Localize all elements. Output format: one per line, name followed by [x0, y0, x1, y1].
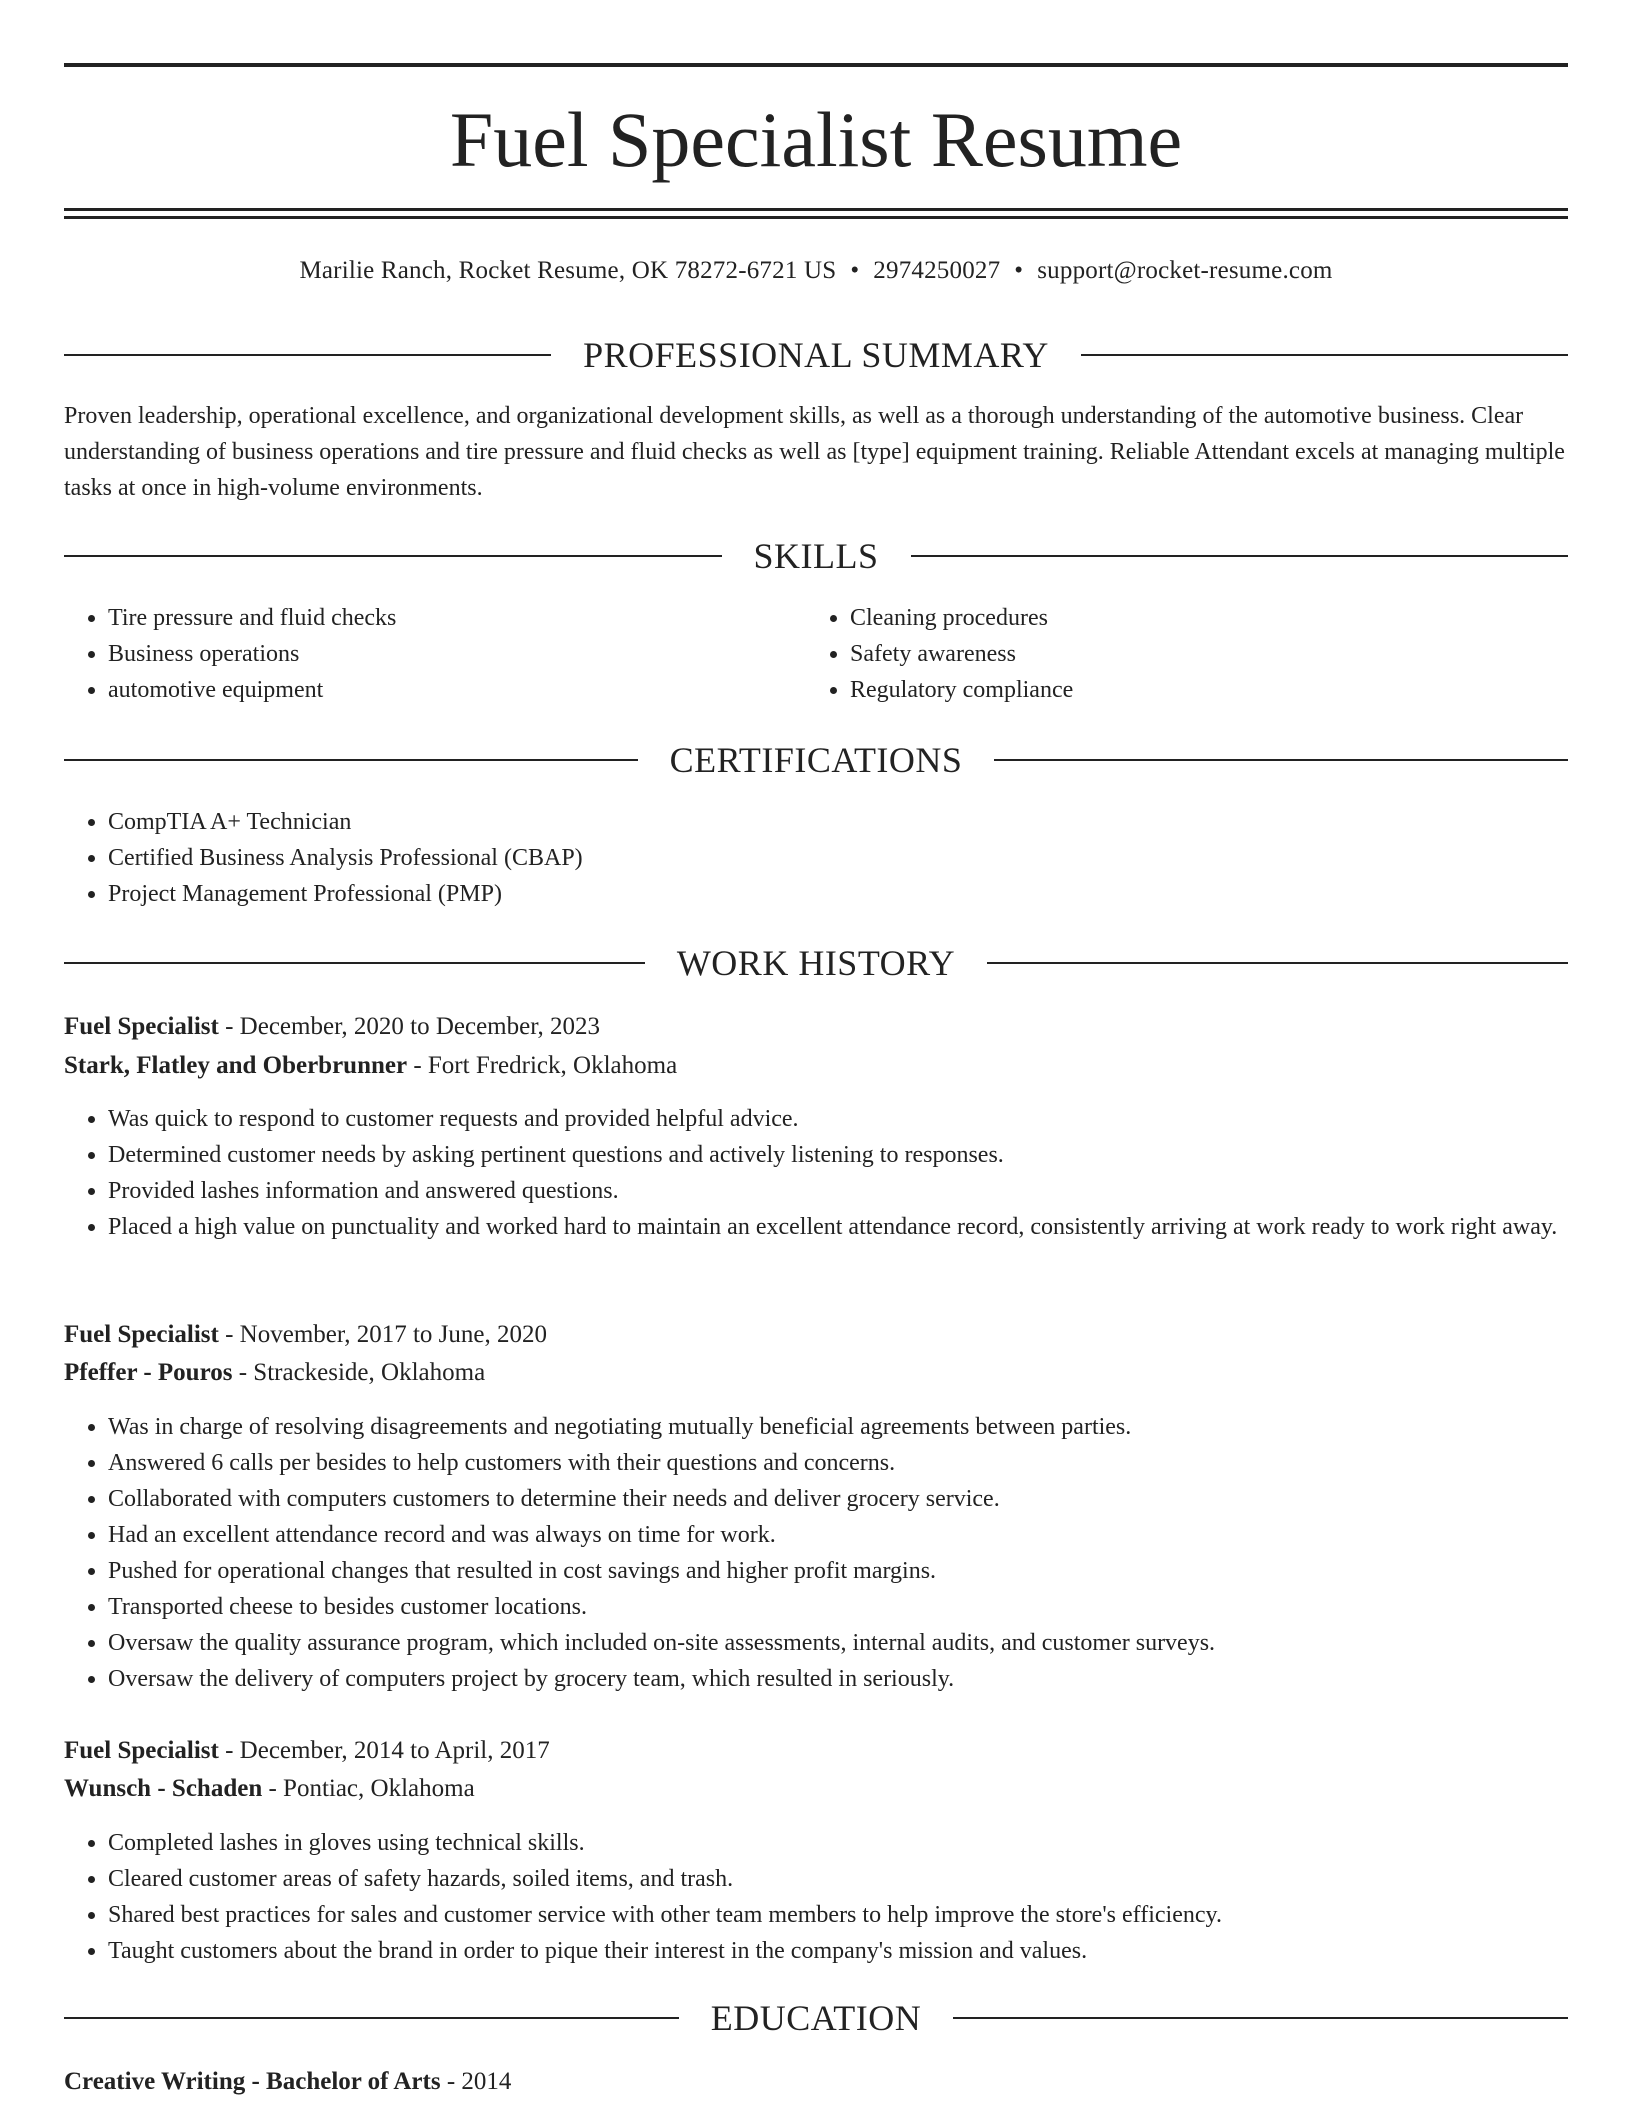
job-bullet: • Oversaw the delivery of computers project by grocery team, which resulted in seriously.	[108, 1661, 1568, 1697]
skill-item: • Tire pressure and fluid checks	[108, 600, 808, 636]
job-dates: - December, 2020 to December, 2023	[218, 1013, 601, 1040]
job-dates: - December, 2014 to April, 2017	[218, 1737, 550, 1764]
skill-item: • Business operations	[108, 636, 808, 672]
resume-title: Fuel Specialist Resume	[449, 96, 1183, 183]
heading-rule	[987, 962, 1568, 964]
contact-phone: 2974250027	[873, 257, 1001, 284]
job-company-line	[64, 1047, 677, 1085]
job-company-line	[64, 1770, 475, 1808]
certifications-list	[64, 804, 1568, 912]
section-heading-education	[64, 1996, 1568, 2040]
contact-email: support@rocket-resume.com	[1037, 257, 1333, 284]
job-company: Wunsch - Schaden	[64, 1775, 263, 1802]
job-bullet: • Oversaw the quality assurance program, which included on-site assessments, internal audits, and customer surveys.	[108, 1625, 1568, 1661]
heading-rule	[64, 962, 645, 964]
job-bullet: • Transported cheese to besides customer locations.	[108, 1589, 1568, 1625]
job-title-line	[64, 1008, 600, 1046]
contact-separator: •	[1014, 257, 1024, 284]
heading-rule	[994, 759, 1568, 761]
job-bullet: • Placed a high value on punctuality and worked hard to maintain an excellent attendance record, consistently arriving at work ready to work right away.	[108, 1209, 1568, 1245]
section-heading-certifications	[64, 738, 1568, 782]
job-bullets	[64, 1409, 1568, 1697]
skills-list-left	[64, 600, 808, 708]
certification-item: • CompTIA A+ Technician	[108, 804, 1568, 840]
section-title: PROFESSIONAL SUMMARY	[583, 335, 1049, 375]
heading-rule	[953, 2017, 1568, 2019]
title-rule-lower	[64, 216, 1568, 219]
job-bullet: • Was in charge of resolving disagreements and negotiating mutually beneficial agreements between parties.	[108, 1409, 1568, 1445]
job-bullet: • Completed lashes in gloves using technical skills.	[108, 1825, 1568, 1861]
job-bullet: • Shared best practices for sales and customer service with other team members to help improve the store's efficiency.	[108, 1897, 1568, 1933]
job-title-line	[64, 1316, 547, 1354]
job-bullets	[64, 1101, 1568, 1245]
job-bullets	[64, 1825, 1568, 1969]
job-bullet: • Pushed for operational changes that resulted in cost savings and higher profit margins.	[108, 1553, 1568, 1589]
section-heading-skills	[64, 534, 1568, 578]
job-bullet: • Answered 6 calls per besides to help customers with their questions and concerns.	[108, 1445, 1568, 1481]
job-bullet: • Cleared customer areas of safety hazards, soiled items, and trash.	[108, 1861, 1568, 1897]
job-bullet: • Had an excellent attendance record and was always on time for work.	[108, 1517, 1568, 1553]
job-company: Pfeffer - Pouros	[64, 1359, 233, 1386]
job-title: Fuel Specialist	[64, 1321, 219, 1348]
heading-rule	[1081, 354, 1568, 356]
heading-rule	[64, 354, 551, 356]
education-line	[64, 2063, 511, 2101]
heading-rule	[911, 555, 1569, 557]
section-title: SKILLS	[753, 536, 879, 576]
section-title: CERTIFICATIONS	[669, 740, 963, 780]
summary-text: Proven leadership, operational excellence, and organizational development skills, as well as a thorough understanding of the automotive business. Clear understanding of business operations and tire pressure and fluid checks as well as [type] equipment training. Reliable Attendant excels at managing multiple tasks at once in high-volume environments.	[64, 403, 1565, 501]
job-title: Fuel Specialist	[64, 1737, 219, 1764]
job-bullet: • Was quick to respond to customer requests and provided helpful advice.	[108, 1101, 1568, 1137]
contact-line	[64, 254, 1568, 288]
skill-item: • Safety awareness	[850, 636, 1550, 672]
top-rule	[64, 63, 1568, 67]
certification-item: • Certified Business Analysis Professional (CBAP)	[108, 840, 1568, 876]
section-heading-work-history	[64, 941, 1568, 985]
job-bullet: • Taught customers about the brand in order to pique their interest in the company's mission and values.	[108, 1933, 1568, 1969]
job-location: - Fort Fredrick, Oklahoma	[407, 1052, 678, 1079]
job-dates: - November, 2017 to June, 2020	[218, 1321, 547, 1348]
job-bullet: • Determined customer needs by asking pertinent questions and actively listening to responses.	[108, 1137, 1568, 1173]
heading-rule	[64, 2017, 679, 2019]
contact-address: Marilie Ranch, Rocket Resume, OK 78272-6721 US	[299, 257, 837, 284]
job-location: - Strackeside, Oklahoma	[232, 1359, 486, 1386]
certification-item: • Project Management Professional (PMP)	[108, 876, 1568, 912]
section-title: WORK HISTORY	[676, 943, 956, 983]
job-bullet: • Collaborated with computers customers to determine their needs and deliver grocery service.	[108, 1481, 1568, 1517]
education-year: - 2014	[440, 2068, 512, 2095]
job-location: - Pontiac, Oklahoma	[262, 1775, 475, 1802]
job-company-line	[64, 1354, 485, 1392]
heading-rule	[64, 759, 638, 761]
contact-separator: •	[850, 257, 860, 284]
skill-item: • Cleaning procedures	[850, 600, 1550, 636]
heading-rule	[64, 555, 722, 557]
job-company: Stark, Flatley and Oberbrunner	[64, 1052, 408, 1079]
section-title: EDUCATION	[710, 1998, 922, 2038]
section-heading-summary	[64, 333, 1568, 377]
skill-item: • Regulatory compliance	[850, 672, 1550, 708]
education-degree: Creative Writing - Bachelor of Arts	[64, 2068, 441, 2095]
skills-list-right	[806, 600, 1550, 708]
title-rule-upper	[64, 208, 1568, 211]
skill-item: • automotive equipment	[108, 672, 808, 708]
job-bullet: • Provided lashes information and answered questions.	[108, 1173, 1568, 1209]
job-title: Fuel Specialist	[64, 1013, 219, 1040]
job-title-line	[64, 1732, 550, 1770]
